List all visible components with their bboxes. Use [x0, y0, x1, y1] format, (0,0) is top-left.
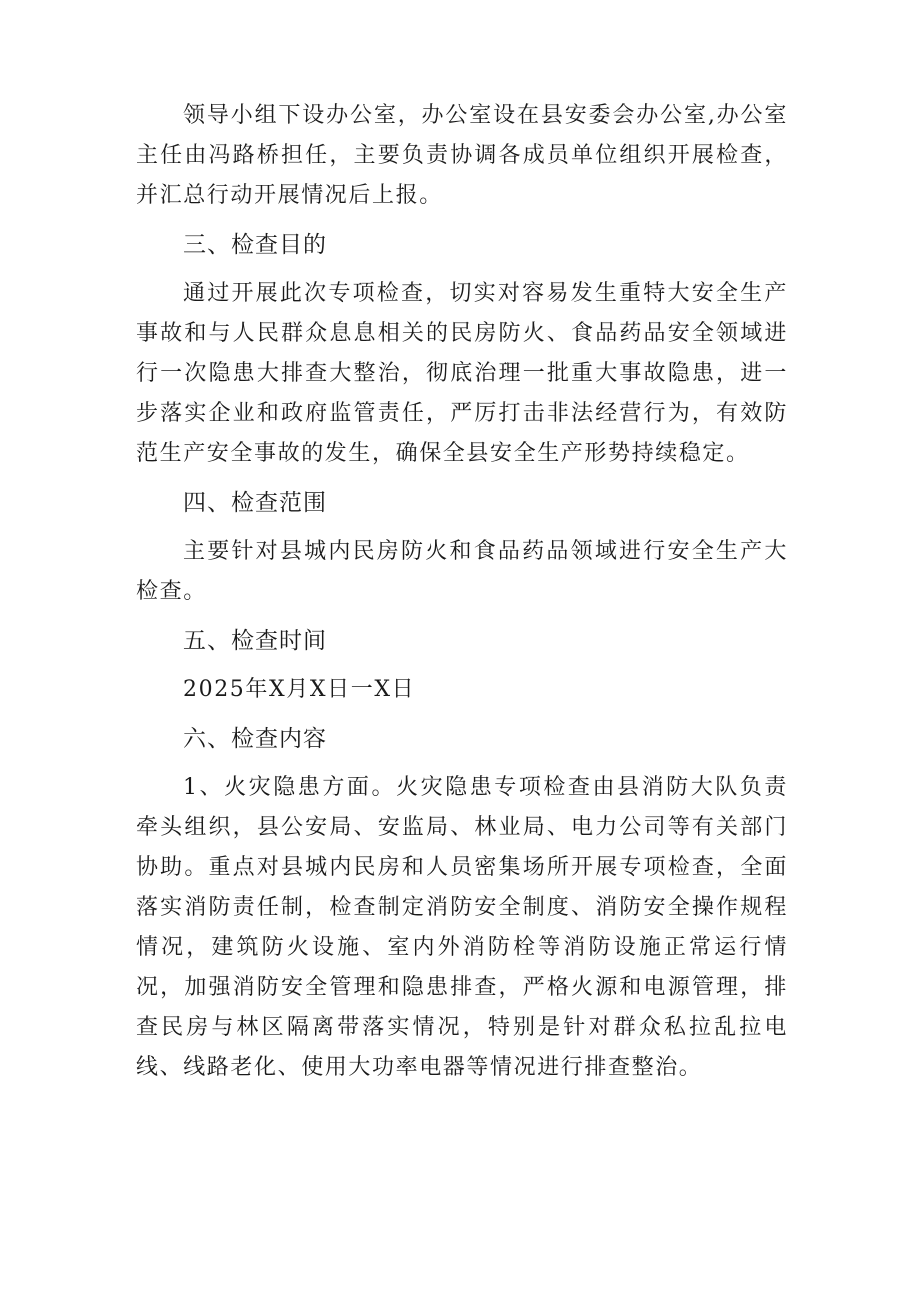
document-page — [136, 96, 788, 1088]
heading-inspection-content: 六、检查内容 — [183, 726, 327, 752]
paragraph-fire-hazard: 1、火灾隐患方面。火灾隐患专项检查由县消防大队负责牵头组织，县公安局、安监局、林业局、电力公司等有关部门协助。重点对县城内民房和人员密集场所开展专项检查，全面落实消防责任制，检查制定消防安全制度、消防安全操作规程情况，建筑防火设施、室内外消防栓等消防设施正常运行情况，加强消防安全管理和隐患排查，严格火源和电源管理，排查民房与林区隔离带落实情况，特别是针对群众私拉乱拉电线、线路老化、使用大功率电器等情况进行排查整治。 — [136, 775, 788, 1080]
paragraph-scope: 主要针对县城内民房防火和食品药品领域进行安全生产大检查。 — [136, 539, 788, 604]
heading-inspection-purpose: 三、检查目的 — [183, 232, 327, 258]
heading-inspection-scope: 四、检查范围 — [183, 490, 327, 516]
heading-inspection-time: 五、检查时间 — [183, 628, 327, 654]
paragraph-purpose: 通过开展此次专项检查，切实对容易发生重特大安全生产事故和与人民群众息息相关的民房防火、食品药品安全领域进行一次隐患大排查大整治，彻底治理一批重大事故隐患，进一步落实企业和政府监管责任，严厉打击非法经营行为，有效防范生产安全事故的发生，确保全县安全生产形势持续稳定。 — [136, 281, 788, 466]
paragraph-time: 2025年X月X日一X日 — [183, 677, 416, 702]
paragraph-office: 领导小组下设办公室，办公室设在县安委会办公室,办公室主任由冯路桥担任，主要负责协调各成员单位组织开展检查，并汇总行动开展情况后上报。 — [136, 103, 788, 208]
